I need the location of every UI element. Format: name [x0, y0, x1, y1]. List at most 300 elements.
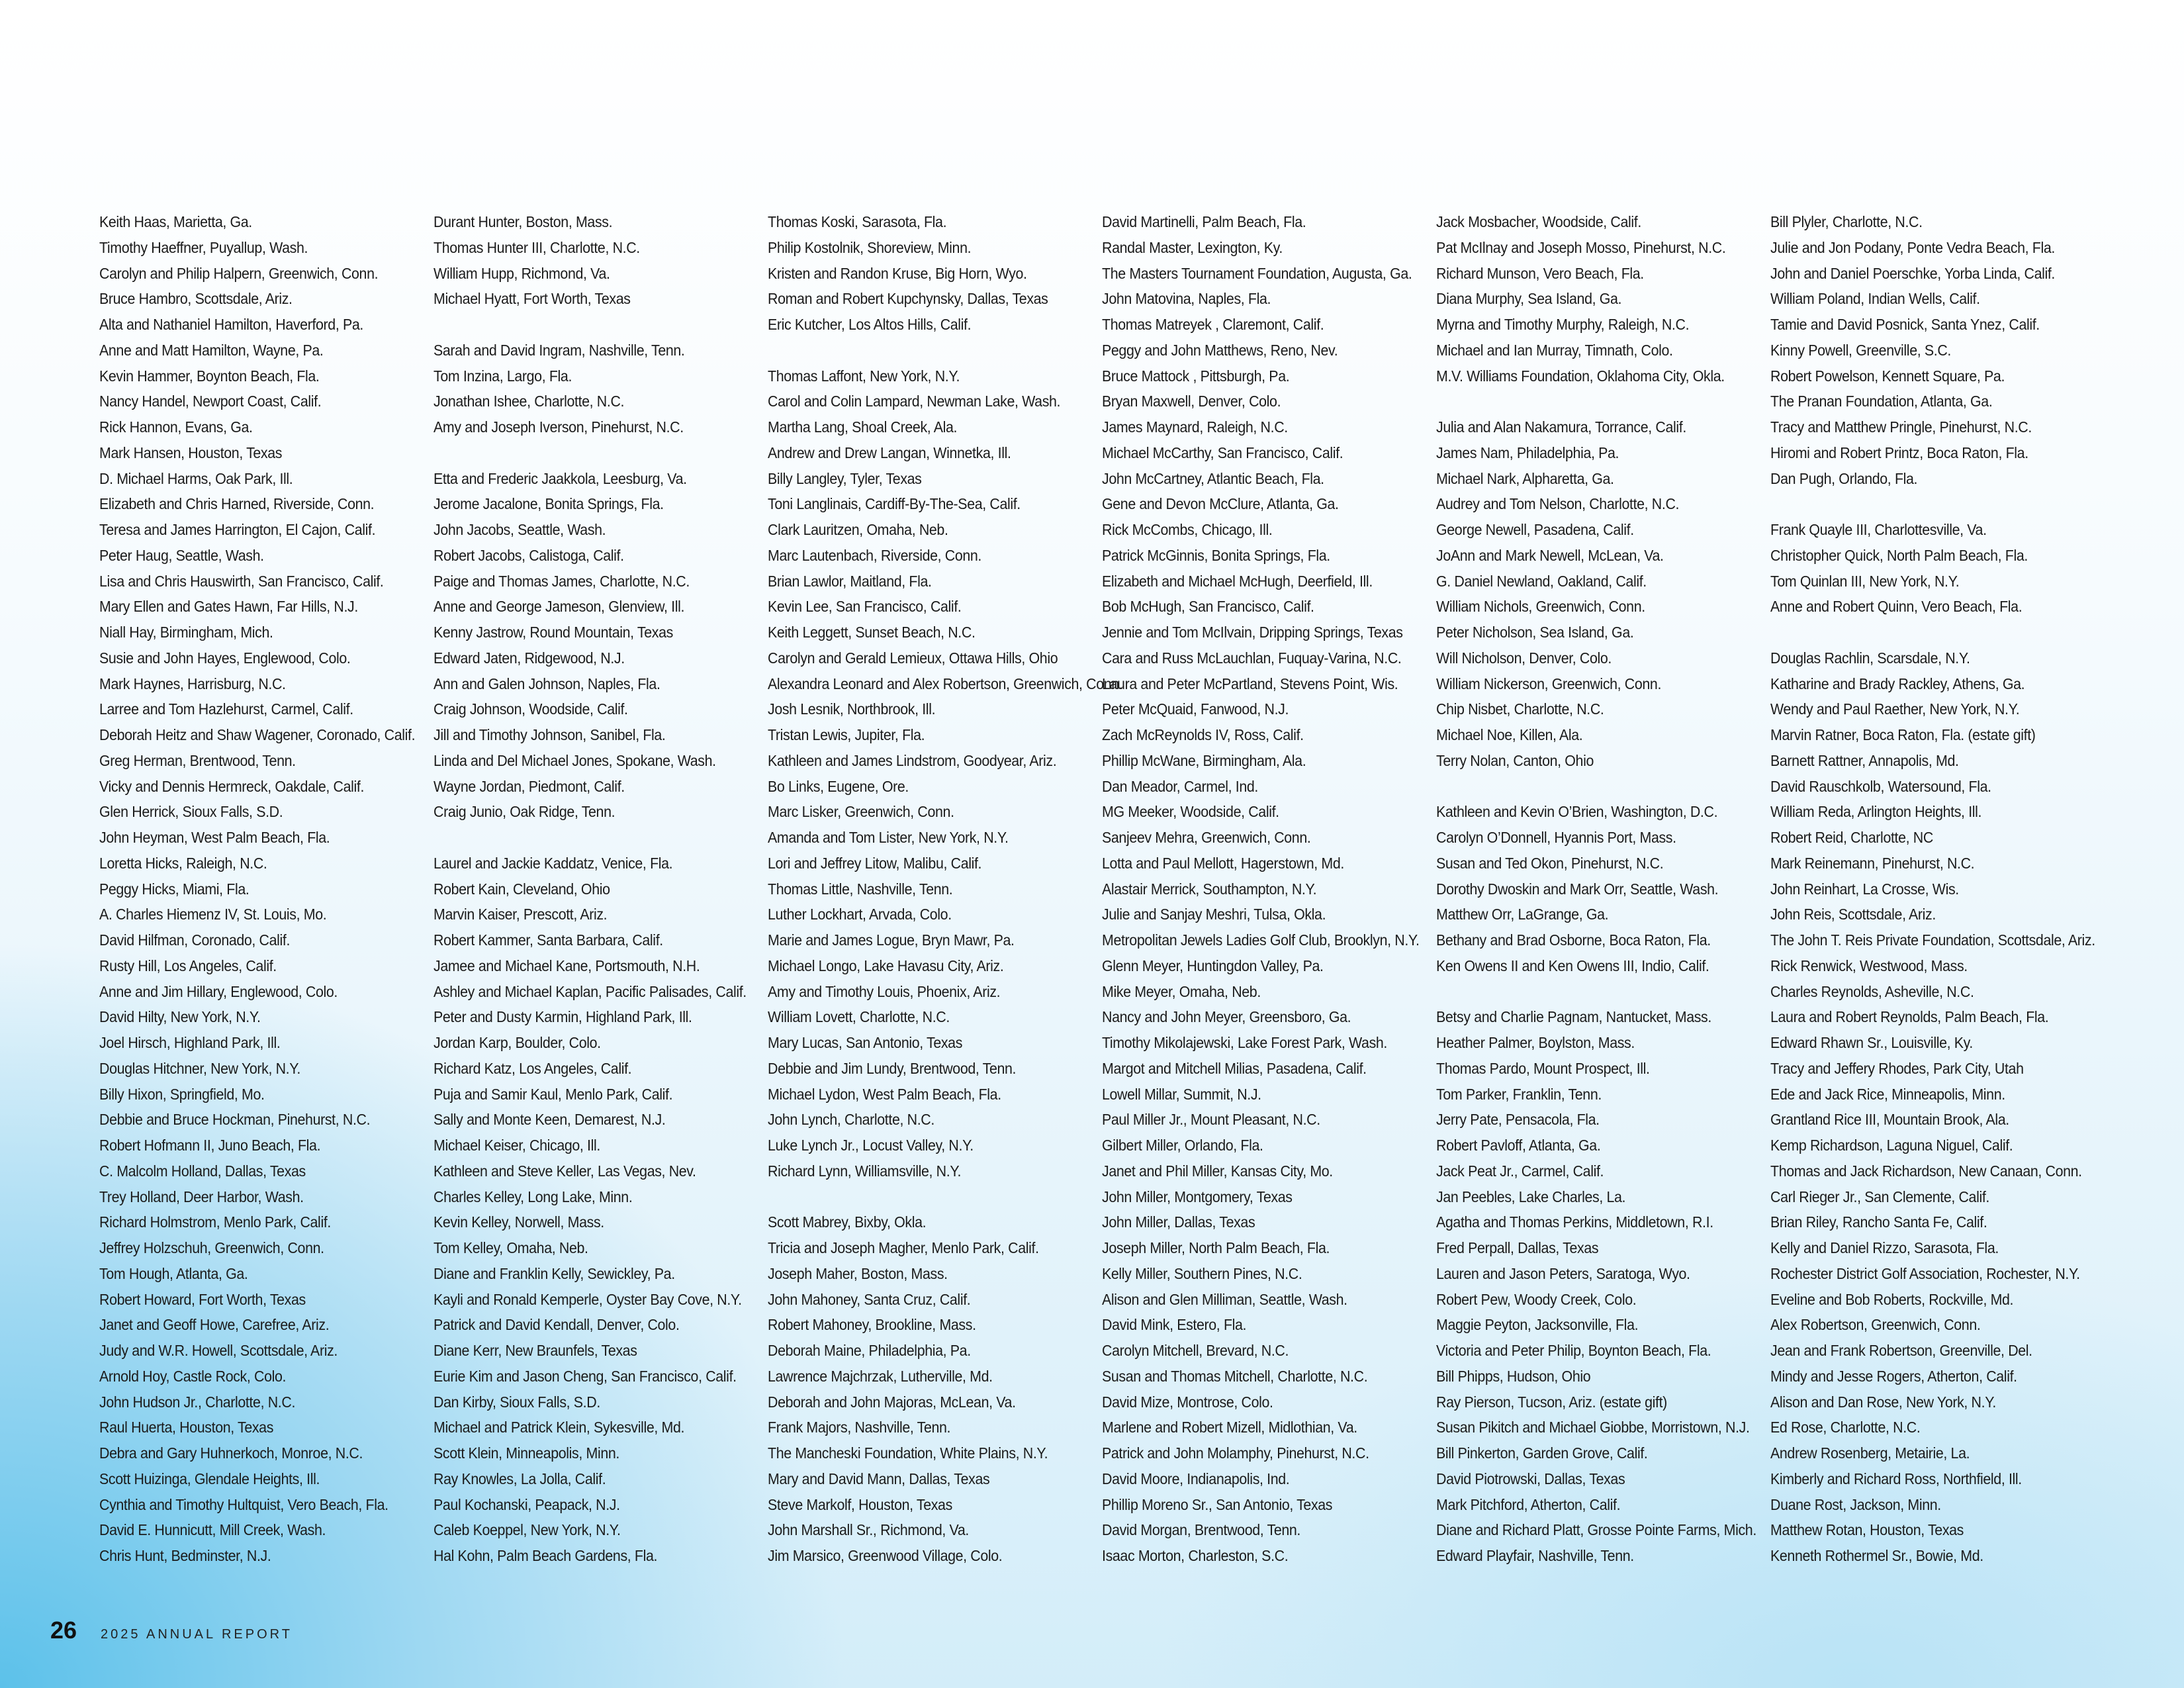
donor-entry: Toni Langlinais, Cardiff-By-The-Sea, Calif. — [768, 495, 1021, 513]
donor-entry: Alison and Dan Rose, New York, N.Y. — [1770, 1393, 1996, 1411]
donor-entry: Bruce Mattock , Pittsburgh, Pa. — [1102, 367, 1290, 385]
donor-entry: Trey Holland, Deer Harbor, Wash. — [99, 1188, 304, 1205]
donor-entry: Anne and Matt Hamilton, Wayne, Pa. — [99, 341, 324, 359]
donor-entry: George Newell, Pasadena, Calif. — [1436, 521, 1634, 538]
donor-entry: Michael Lydon, West Palm Beach, Fla. — [768, 1085, 1001, 1103]
donor-entry: John Hudson Jr., Charlotte, N.C. — [99, 1393, 296, 1411]
donor-entry: Isaac Morton, Charleston, S.C. — [1102, 1547, 1289, 1564]
donor-entry: Mary and David Mann, Dallas, Texas — [768, 1470, 990, 1487]
donor-entry: Richard Munson, Vero Beach, Fla. — [1436, 264, 1644, 282]
report-label: 2025 ANNUAL REPORT — [101, 1627, 293, 1642]
donor-entry: Amy and Timothy Louis, Phoenix, Ariz. — [768, 982, 1001, 1000]
donor-entry: Carolyn and Gerald Lemieux, Ottawa Hills, Ohio — [768, 649, 1058, 667]
donor-entry: Richard Lynn, Williamsville, N.Y. — [768, 1162, 962, 1180]
donor-entry: Patrick and John Molamphy, Pinehurst, N.C. — [1102, 1444, 1369, 1462]
donor-entry: Dan Pugh, Orlando, Fla. — [1770, 469, 1918, 487]
donor-entry: Debbie and Jim Lundy, Brentwood, Tenn. — [768, 1059, 1017, 1077]
donor-entry: Billy Langley, Tyler, Texas — [768, 469, 922, 487]
donor-entry: David Hilty, New York, N.Y. — [99, 1008, 261, 1026]
donor-entry: Hiromi and Robert Printz, Boca Raton, Fla. — [1770, 444, 2028, 461]
donor-entry: John Mahoney, Santa Cruz, Calif. — [768, 1290, 971, 1308]
donor-entry: Michael and Ian Murray, Timnath, Colo. — [1436, 341, 1673, 359]
donor-entry: John McCartney, Atlantic Beach, Fla. — [1102, 469, 1324, 487]
donor-entry: Andrew Rosenberg, Metairie, La. — [1770, 1444, 1970, 1462]
donor-entry: Metropolitan Jewels Ladies Golf Club, Brooklyn, N.Y. — [1102, 931, 1420, 949]
donor-entry: John Jacobs, Seattle, Wash. — [433, 521, 606, 538]
donor-entry: Alex Robertson, Greenwich, Conn. — [1770, 1316, 1981, 1334]
donor-entry: Nancy Handel, Newport Coast, Calif. — [99, 393, 322, 410]
donor-entry: Mark Reinemann, Pinehurst, N.C. — [1770, 854, 1975, 872]
donor-entry: Robert Mahoney, Brookline, Mass. — [768, 1316, 976, 1334]
donor-entry: Michael Keiser, Chicago, Ill. — [433, 1137, 600, 1154]
donor-entry: Pat McIlnay and Joseph Mosso, Pinehurst, N.C. — [1436, 238, 1726, 256]
donor-entry: Ray Pierson, Tucson, Ariz. (estate gift) — [1436, 1393, 1667, 1411]
donor-entry: Mark Hansen, Houston, Texas — [99, 444, 283, 461]
donor-entry: Bryan Maxwell, Denver, Colo. — [1102, 393, 1281, 410]
donor-entry: John Lynch, Charlotte, N.C. — [768, 1111, 934, 1129]
donor-entry: David Martinelli, Palm Beach, Fla. — [1102, 213, 1306, 230]
donor-entry: Teresa and James Harrington, El Cajon, Calif. — [99, 521, 376, 538]
donor-entry: David E. Hunnicutt, Mill Creek, Wash. — [99, 1521, 326, 1539]
donor-entry: Laurel and Jackie Kaddatz, Venice, Fla. — [433, 854, 673, 872]
donor-entry: Charles Kelley, Long Lake, Minn. — [433, 1188, 633, 1205]
donor-entry: Bruce Hambro, Scottsdale, Ariz. — [99, 290, 293, 308]
donor-entry: David Piotrowski, Dallas, Texas — [1436, 1470, 1625, 1487]
donor-entry: Tracy and Jeffery Rhodes, Park City, Utah — [1770, 1059, 2024, 1077]
donor-entry: Jean and Frank Robertson, Greenville, Del. — [1770, 1342, 2032, 1359]
donor-entry: Deborah Heitz and Shaw Wagener, Coronado, Calif. — [99, 726, 416, 743]
donor-entry: Arnold Hoy, Castle Rock, Colo. — [99, 1367, 287, 1385]
donor-entry: Kevin Hammer, Boynton Beach, Fla. — [99, 367, 320, 385]
donor-entry: Elizabeth and Michael McHugh, Deerfield, Ill. — [1102, 572, 1373, 590]
donor-entry: Scott Klein, Minneapolis, Minn. — [433, 1444, 619, 1462]
donor-entry: Gilbert Miller, Orlando, Fla. — [1102, 1137, 1263, 1154]
donor-column — [433, 209, 745, 1569]
donor-entry: Jack Mosbacher, Woodside, Calif. — [1436, 213, 1641, 230]
donor-entry: Brian Lawlor, Maitland, Fla. — [768, 572, 932, 590]
donor-entry: Katharine and Brady Rackley, Athens, Ga. — [1770, 675, 2025, 692]
donor-entry: Scott Huizinga, Glendale Heights, Ill. — [99, 1470, 320, 1487]
donor-entry: John Matovina, Naples, Fla. — [1102, 290, 1271, 308]
donor-entry: Clark Lauritzen, Omaha, Neb. — [768, 521, 948, 538]
donor-entry: Peter Haug, Seattle, Wash. — [99, 546, 264, 564]
donor-entry: Janet and Geoff Howe, Carefree, Ariz. — [99, 1316, 330, 1334]
donor-entry: Thomas and Jack Richardson, New Canaan, Conn. — [1770, 1162, 2082, 1180]
donor-entry: Ann and Galen Johnson, Naples, Fla. — [433, 675, 660, 692]
donor-entry: Carolyn Mitchell, Brevard, N.C. — [1102, 1342, 1289, 1359]
donor-entry: Matthew Orr, LaGrange, Ga. — [1436, 906, 1609, 923]
donor-entry: Puja and Samir Kaul, Menlo Park, Calif. — [433, 1085, 673, 1103]
donor-entry: Gene and Devon McClure, Atlanta, Ga. — [1102, 495, 1339, 513]
donor-entry: Deborah Maine, Philadelphia, Pa. — [768, 1342, 971, 1359]
donor-entry: Julie and Sanjay Meshri, Tulsa, Okla. — [1102, 906, 1326, 923]
donor-entry: Joseph Miller, North Palm Beach, Fla. — [1102, 1239, 1330, 1256]
section-gap — [1436, 979, 1747, 1005]
donor-entry: JoAnn and Mark Newell, McLean, Va. — [1436, 546, 1664, 564]
donor-entry: Hal Kohn, Palm Beach Gardens, Fla. — [433, 1547, 658, 1564]
donor-entry: Randal Master, Lexington, Ky. — [1102, 238, 1283, 256]
donor-entry: Joel Hirsch, Highland Park, Ill. — [99, 1034, 281, 1051]
donor-entry: Joseph Maher, Boston, Mass. — [768, 1264, 948, 1282]
donor-entry: Scott Mabrey, Bixby, Okla. — [768, 1213, 927, 1231]
donor-entry: Marlene and Robert Mizell, Midlothian, Va. — [1102, 1419, 1357, 1436]
donor-entry: Eveline and Bob Roberts, Rockville, Md. — [1770, 1290, 2014, 1308]
donor-entry: Dan Meador, Carmel, Ind. — [1102, 777, 1258, 795]
donor-entry: Victoria and Peter Philip, Boynton Beach, Fla. — [1436, 1342, 1711, 1359]
donor-entry: Kevin Kelley, Norwell, Mass. — [433, 1213, 604, 1231]
donor-entry: Douglas Hitchner, New York, N.Y. — [99, 1059, 300, 1077]
donor-entry: Tricia and Joseph Magher, Menlo Park, Calif. — [768, 1239, 1039, 1256]
donor-entry: Maggie Peyton, Jacksonville, Fla. — [1436, 1316, 1639, 1334]
donor-entry: Terry Nolan, Canton, Ohio — [1436, 751, 1594, 769]
donor-entry: James Nam, Philadelphia, Pa. — [1436, 444, 1619, 461]
donor-entry: Brian Riley, Rancho Santa Fe, Calif. — [1770, 1213, 1987, 1231]
donor-column — [1436, 209, 1756, 1569]
donor-entry: Robert Pew, Woody Creek, Colo. — [1436, 1290, 1637, 1308]
page-number: 26 — [50, 1617, 77, 1644]
donor-entry: Luther Lockhart, Arvada, Colo. — [768, 906, 952, 923]
donor-entry: Andrew and Drew Langan, Winnetka, Ill. — [768, 444, 1011, 461]
donor-entry: Jordan Karp, Boulder, Colo. — [433, 1034, 601, 1051]
donor-entry: Thomas Little, Nashville, Tenn. — [768, 880, 953, 898]
donor-entry: Tristan Lewis, Jupiter, Fla. — [768, 726, 925, 743]
donor-entry: Michael and Patrick Klein, Sykesville, Md. — [433, 1419, 685, 1436]
donor-entry: Bob McHugh, San Francisco, Calif. — [1102, 598, 1314, 616]
donor-entry: Eric Kutcher, Los Altos Hills, Calif. — [768, 316, 972, 333]
section-gap — [433, 440, 745, 466]
donor-entry: Bill Plyler, Charlotte, N.C. — [1770, 213, 1923, 230]
donor-entry: Jeffrey Holzschuh, Greenwich, Conn. — [99, 1239, 324, 1256]
donor-entry: Michael Longo, Lake Havasu City, Ariz. — [768, 957, 1004, 974]
donor-entry: Amy and Joseph Iverson, Pinehurst, N.C. — [433, 418, 684, 436]
page-footer — [50, 1617, 293, 1644]
donor-entry: Robert Kammer, Santa Barbara, Calif. — [433, 931, 663, 949]
donor-column — [768, 209, 1123, 1569]
donor-entry: Jamee and Michael Kane, Portsmouth, N.H. — [433, 957, 700, 974]
donor-entry: Heather Palmer, Boylston, Mass. — [1436, 1034, 1635, 1051]
donor-entry: Bill Pinkerton, Garden Grove, Calif. — [1436, 1444, 1648, 1462]
donor-entry: Wendy and Paul Raether, New York, N.Y. — [1770, 700, 2020, 718]
donor-entry: Charles Reynolds, Asheville, N.C. — [1770, 982, 1974, 1000]
donor-entry: Laura and Peter McPartland, Stevens Point, Wis. — [1102, 675, 1398, 692]
donor-entry: Timothy Mikolajewski, Lake Forest Park, Wash. — [1102, 1034, 1387, 1051]
donor-entry: Sanjeev Mehra, Greenwich, Conn. — [1102, 829, 1311, 846]
donor-entry: Tom Kelley, Omaha, Neb. — [433, 1239, 588, 1256]
donor-entry: Diane Kerr, New Braunfels, Texas — [433, 1342, 637, 1359]
donor-entry: Ken Owens II and Ken Owens III, Indio, Calif. — [1436, 957, 1709, 974]
donor-entry: Thomas Laffont, New York, N.Y. — [768, 367, 960, 385]
donor-entry: William Nichols, Greenwich, Conn. — [1436, 598, 1645, 616]
donor-entry: Edward Jaten, Ridgewood, N.J. — [433, 649, 625, 667]
donor-entry: Duane Rost, Jackson, Minn. — [1770, 1495, 1941, 1513]
donor-entry: Tom Quinlan III, New York, N.Y. — [1770, 572, 1960, 590]
donor-entry: Janet and Phil Miller, Kansas City, Mo. — [1102, 1162, 1333, 1180]
donor-entry: John Heyman, West Palm Beach, Fla. — [99, 829, 330, 846]
donor-entry: Glenn Meyer, Huntingdon Valley, Pa. — [1102, 957, 1324, 974]
donor-entry: Rusty Hill, Los Angeles, Calif. — [99, 957, 277, 974]
donor-entry: Alexandra Leonard and Alex Robertson, Greenwich, Conn. — [768, 675, 1123, 692]
donor-entry: Timothy Haeffner, Puyallup, Wash. — [99, 238, 308, 256]
donor-entry: Loretta Hicks, Raleigh, N.C. — [99, 854, 267, 872]
donor-entry: Peter Nicholson, Sea Island, Ga. — [1436, 624, 1634, 641]
donor-entry: Debbie and Bruce Hockman, Pinehurst, N.C. — [99, 1111, 371, 1129]
donor-entry: Ede and Jack Rice, Minneapolis, Minn. — [1770, 1085, 2005, 1103]
donor-entry: Cynthia and Timothy Hultquist, Vero Beach, Fla. — [99, 1495, 388, 1513]
donor-entry: Tom Hough, Atlanta, Ga. — [99, 1264, 248, 1282]
donor-entry: Julia and Alan Nakamura, Torrance, Calif. — [1436, 418, 1686, 436]
donor-entry: David Hilfman, Coronado, Calif. — [99, 931, 291, 949]
donor-entry: M.V. Williams Foundation, Oklahoma City, Okla. — [1436, 367, 1725, 385]
section-gap — [433, 825, 745, 851]
donor-entry: Kemp Richardson, Laguna Niguel, Calif. — [1770, 1137, 2013, 1154]
donor-entry: Mike Meyer, Omaha, Neb. — [1102, 982, 1261, 1000]
donor-entry: John Miller, Dallas, Texas — [1102, 1213, 1255, 1231]
donor-entry: Bo Links, Eugene, Ore. — [768, 777, 909, 795]
donor-entry: Thomas Hunter III, Charlotte, N.C. — [433, 238, 640, 256]
donor-entry: Tom Inzina, Largo, Fla. — [433, 367, 572, 385]
donor-entry: Sarah and David Ingram, Nashville, Tenn. — [433, 341, 685, 359]
donor-entry: Lowell Millar, Summit, N.J. — [1102, 1085, 1261, 1103]
donor-entry: Margot and Mitchell Milias, Pasadena, Calif. — [1102, 1059, 1367, 1077]
donor-entry: Sally and Monte Keen, Demarest, N.J. — [433, 1111, 666, 1129]
donor-entry: Jonathan Ishee, Charlotte, N.C. — [433, 393, 625, 410]
donor-entry: William Lovett, Charlotte, N.C. — [768, 1008, 950, 1026]
donor-entry: David Moore, Indianapolis, Ind. — [1102, 1470, 1290, 1487]
donor-entry: Zach McReynolds IV, Ross, Calif. — [1102, 726, 1304, 743]
donor-entry: Wayne Jordan, Piedmont, Calif. — [433, 777, 625, 795]
donor-entry: Thomas Koski, Sarasota, Fla. — [768, 213, 947, 230]
donor-entry: Phillip McWane, Birmingham, Ala. — [1102, 751, 1306, 769]
donor-entry: Jill and Timothy Johnson, Sanibel, Fla. — [433, 726, 666, 743]
donor-entry: David Morgan, Brentwood, Tenn. — [1102, 1521, 1300, 1539]
section-gap — [1770, 491, 2081, 517]
section-gap — [1436, 389, 1747, 414]
donor-entry: Lawrence Majchrzak, Lutherville, Md. — [768, 1367, 993, 1385]
donor-entry: Lauren and Jason Peters, Saratoga, Wyo. — [1436, 1264, 1690, 1282]
donor-entry: Robert Jacobs, Calistoga, Calif. — [433, 546, 624, 564]
section-gap — [768, 338, 1079, 363]
donor-entry: The Pranan Foundation, Atlanta, Ga. — [1770, 393, 1993, 410]
donor-entry: Linda and Del Michael Jones, Spokane, Wash. — [433, 751, 716, 769]
donor-entry: Rick McCombs, Chicago, Ill. — [1102, 521, 1273, 538]
donor-entry: Diane and Franklin Kelly, Sewickley, Pa. — [433, 1264, 675, 1282]
donor-entry: Carolyn O’Donnell, Hyannis Port, Mass. — [1436, 829, 1676, 846]
donor-entry: Patrick and David Kendall, Denver, Colo. — [433, 1316, 680, 1334]
donor-entry: Phillip Moreno Sr., San Antonio, Texas — [1102, 1495, 1333, 1513]
donor-entry: Carol and Colin Lampard, Newman Lake, Wash. — [768, 393, 1061, 410]
donor-entry: Betsy and Charlie Pagnam, Nantucket, Mass. — [1436, 1008, 1711, 1026]
donor-entry: Keith Haas, Marietta, Ga. — [99, 213, 252, 230]
donor-entry: Etta and Frederic Jaakkola, Leesburg, Va. — [433, 469, 687, 487]
donor-entry: Amanda and Tom Lister, New York, N.Y. — [768, 829, 1009, 846]
donor-entry: MG Meeker, Woodside, Calif. — [1102, 803, 1279, 821]
donor-entry: Will Nicholson, Denver, Colo. — [1436, 649, 1612, 667]
donor-entry: Anne and George Jameson, Glenview, Ill. — [433, 598, 685, 616]
donor-entry: Jerome Jacalone, Bonita Springs, Fla. — [433, 495, 664, 513]
donor-list — [99, 209, 2105, 1569]
donor-entry: Anne and Jim Hillary, Englewood, Colo. — [99, 982, 338, 1000]
donor-entry: Susan Pikitch and Michael Giobbe, Morristown, N.J. — [1436, 1419, 1750, 1436]
donor-entry: C. Malcolm Holland, Dallas, Texas — [99, 1162, 306, 1180]
donor-entry: Robert Hofmann II, Juno Beach, Fla. — [99, 1137, 321, 1154]
donor-entry: Bill Phipps, Hudson, Ohio — [1436, 1367, 1591, 1385]
donor-entry: Judy and W.R. Howell, Scottsdale, Ariz. — [99, 1342, 338, 1359]
donor-entry: Audrey and Tom Nelson, Charlotte, N.C. — [1436, 495, 1680, 513]
donor-entry: Peter McQuaid, Fanwood, N.J. — [1102, 700, 1289, 718]
donor-entry: Agatha and Thomas Perkins, Middletown, R.I. — [1436, 1213, 1713, 1231]
donor-entry: Michael Nark, Alpharetta, Ga. — [1436, 469, 1614, 487]
donor-entry: Elizabeth and Chris Harned, Riverside, Conn. — [99, 495, 375, 513]
donor-entry: Niall Hay, Birmingham, Mich. — [99, 624, 273, 641]
donor-entry: Martha Lang, Shoal Creek, Ala. — [768, 418, 958, 436]
donor-entry: Mindy and Jesse Rogers, Atherton, Calif. — [1770, 1367, 2017, 1385]
donor-entry: Lori and Jeffrey Litow, Malibu, Calif. — [768, 854, 982, 872]
donor-entry: Grantland Rice III, Mountain Brook, Ala. — [1770, 1111, 2009, 1129]
donor-entry: Susan and Thomas Mitchell, Charlotte, N.C. — [1102, 1367, 1368, 1385]
donor-entry: Marc Lautenbach, Riverside, Conn. — [768, 546, 982, 564]
donor-entry: Kathleen and Steve Keller, Las Vegas, Nev. — [433, 1162, 696, 1180]
donor-entry: Mary Ellen and Gates Hawn, Far Hills, N.J. — [99, 598, 358, 616]
donor-entry: Mark Haynes, Harrisburg, N.C. — [99, 675, 286, 692]
donor-entry: Peggy Hicks, Miami, Fla. — [99, 880, 250, 898]
donor-entry: John Reis, Scottsdale, Ariz. — [1770, 906, 1936, 923]
donor-entry: Jim Marsico, Greenwood Village, Colo. — [768, 1547, 1003, 1564]
donor-entry: Kristen and Randon Kruse, Big Horn, Wyo. — [768, 264, 1027, 282]
donor-entry: Ray Knowles, La Jolla, Calif. — [433, 1470, 606, 1487]
donor-column — [1102, 209, 1420, 1569]
donor-column — [99, 209, 416, 1569]
donor-entry: John Marshall Sr., Richmond, Va. — [768, 1521, 969, 1539]
donor-entry: Robert Howard, Fort Worth, Texas — [99, 1290, 306, 1308]
donor-entry: Marc Lisker, Greenwich, Conn. — [768, 803, 954, 821]
donor-column — [1770, 209, 2095, 1569]
donor-entry: G. Daniel Newland, Oakland, Calif. — [1436, 572, 1647, 590]
donor-entry: Eurie Kim and Jason Cheng, San Francisco, Calif. — [433, 1367, 737, 1385]
donor-entry: Carolyn and Philip Halpern, Greenwich, Conn. — [99, 264, 379, 282]
donor-entry: Josh Lesnik, Northbrook, Ill. — [768, 700, 936, 718]
donor-entry: Kathleen and Kevin O’Brien, Washington, D.C. — [1436, 803, 1718, 821]
donor-entry: Lisa and Chris Hauswirth, San Francisco, Calif. — [99, 572, 384, 590]
donor-entry: Kinny Powell, Greenville, S.C. — [1770, 341, 1951, 359]
donor-entry: Robert Powelson, Kennett Square, Pa. — [1770, 367, 2005, 385]
donor-entry: Lotta and Paul Mellott, Hagerstown, Md. — [1102, 854, 1344, 872]
donor-entry: Susan and Ted Okon, Pinehurst, N.C. — [1436, 854, 1664, 872]
donor-entry: Robert Pavloff, Atlanta, Ga. — [1436, 1137, 1601, 1154]
donor-entry: Matthew Rotan, Houston, Texas — [1770, 1521, 1964, 1539]
donor-entry: James Maynard, Raleigh, N.C. — [1102, 418, 1288, 436]
donor-entry: Dorothy Dwoskin and Mark Orr, Seattle, Wash. — [1436, 880, 1719, 898]
donor-entry: Raul Huerta, Houston, Texas — [99, 1419, 274, 1436]
donor-entry: Richard Katz, Los Angeles, Calif. — [433, 1059, 632, 1077]
donor-entry: Dan Kirby, Sioux Falls, S.D. — [433, 1393, 600, 1411]
donor-entry: Edward Playfair, Nashville, Tenn. — [1436, 1547, 1634, 1564]
donor-entry: Paul Miller Jr., Mount Pleasant, N.C. — [1102, 1111, 1320, 1129]
donor-entry: Mark Pitchford, Atherton, Calif. — [1436, 1495, 1621, 1513]
donor-entry: Myrna and Timothy Murphy, Raleigh, N.C. — [1436, 316, 1690, 333]
donor-entry: Cara and Russ McLauchlan, Fuquay-Varina, N.C. — [1102, 649, 1402, 667]
donor-entry: Peter and Dusty Karmin, Highland Park, Ill. — [433, 1008, 692, 1026]
donor-entry: Marie and James Logue, Bryn Mawr, Pa. — [768, 931, 1015, 949]
donor-entry: William Poland, Indian Wells, Calif. — [1770, 290, 1980, 308]
donor-entry: Diane and Richard Platt, Grosse Pointe Farms, Mich. — [1436, 1521, 1756, 1539]
donor-entry: Barnett Rattner, Annapolis, Md. — [1770, 751, 1959, 769]
donor-entry: Durant Hunter, Boston, Mass. — [433, 213, 613, 230]
donor-entry: Diana Murphy, Sea Island, Ga. — [1436, 290, 1622, 308]
donor-entry: John Miller, Montgomery, Texas — [1102, 1188, 1293, 1205]
section-gap — [1436, 774, 1747, 800]
donor-entry: William Nickerson, Greenwich, Conn. — [1436, 675, 1662, 692]
donor-entry: Keith Leggett, Sunset Beach, N.C. — [768, 624, 976, 641]
donor-entry: Deborah and John Majoras, McLean, Va. — [768, 1393, 1016, 1411]
donor-entry: Nancy and John Meyer, Greensboro, Ga. — [1102, 1008, 1351, 1026]
donor-entry: Kevin Lee, San Francisco, Calif. — [768, 598, 962, 616]
section-gap — [1770, 620, 2081, 645]
donor-entry: Philip Kostolnik, Shoreview, Minn. — [768, 238, 972, 256]
donor-entry: Kenneth Rothermel Sr., Bowie, Md. — [1770, 1547, 1983, 1564]
donor-entry: Tamie and David Posnick, Santa Ynez, Calif. — [1770, 316, 2040, 333]
donor-entry: Michael Noe, Killen, Ala. — [1436, 726, 1583, 743]
donor-entry: Jan Peebles, Lake Charles, La. — [1436, 1188, 1626, 1205]
donor-entry: Jennie and Tom McIlvain, Dripping Springs, Texas — [1102, 624, 1403, 641]
donor-entry: Michael McCarthy, San Francisco, Calif. — [1102, 444, 1343, 461]
donor-entry: Rick Renwick, Westwood, Mass. — [1770, 957, 1968, 974]
donor-entry: Rick Hannon, Evans, Ga. — [99, 418, 253, 436]
donor-entry: Ashley and Michael Kaplan, Pacific Palisades, Calif. — [433, 982, 747, 1000]
donor-entry: John and Daniel Poerschke, Yorba Linda, Calif. — [1770, 264, 2056, 282]
donor-entry: David Mink, Estero, Fla. — [1102, 1316, 1247, 1334]
donor-entry: David Mize, Montrose, Colo. — [1102, 1393, 1273, 1411]
donor-entry: Alta and Nathaniel Hamilton, Haverford, Pa. — [99, 316, 363, 333]
donor-entry: William Reda, Arlington Heights, Ill. — [1770, 803, 1982, 821]
donor-entry: Julie and Jon Podany, Ponte Vedra Beach, Fla. — [1770, 238, 2055, 256]
donor-entry: Craig Johnson, Woodside, Calif. — [433, 700, 628, 718]
donor-entry: A. Charles Hiemenz IV, St. Louis, Mo. — [99, 906, 327, 923]
donor-entry: Robert Kain, Cleveland, Ohio — [433, 880, 610, 898]
donor-entry: Luke Lynch Jr., Locust Valley, N.Y. — [768, 1137, 974, 1154]
donor-entry: Ed Rose, Charlotte, N.C. — [1770, 1419, 1921, 1436]
donor-entry: Larree and Tom Hazlehurst, Carmel, Calif. — [99, 700, 353, 718]
donor-entry: Billy Hixon, Springfield, Mo. — [99, 1085, 265, 1103]
donor-entry: Frank Majors, Nashville, Tenn. — [768, 1419, 951, 1436]
donor-entry: Debra and Gary Huhnerkoch, Monroe, N.C. — [99, 1444, 363, 1462]
donor-entry: Kelly Miller, Southern Pines, N.C. — [1102, 1264, 1302, 1282]
donor-entry: Glen Herrick, Sioux Falls, S.D. — [99, 803, 283, 821]
donor-entry: Vicky and Dennis Hermreck, Oakdale, Calif. — [99, 777, 365, 795]
section-gap — [768, 1184, 1079, 1210]
donor-entry: Paul Kochanski, Peapack, N.J. — [433, 1495, 620, 1513]
donor-entry: Rochester District Golf Association, Rochester, N.Y. — [1770, 1264, 2080, 1282]
donor-entry: Frank Quayle III, Charlottesville, Va. — [1770, 521, 1987, 538]
donor-entry: Paige and Thomas James, Charlotte, N.C. — [433, 572, 690, 590]
donor-entry: Patrick McGinnis, Bonita Springs, Fla. — [1102, 546, 1330, 564]
donor-entry: Fred Perpall, Dallas, Texas — [1436, 1239, 1599, 1256]
donor-entry: Edward Rhawn Sr., Louisville, Ky. — [1770, 1034, 1973, 1051]
donor-entry: Alison and Glen Milliman, Seattle, Wash. — [1102, 1290, 1347, 1308]
donor-entry: Greg Herman, Brentwood, Tenn. — [99, 751, 296, 769]
donor-entry: Richard Holmstrom, Menlo Park, Calif. — [99, 1213, 331, 1231]
donor-entry: Carl Rieger Jr., San Clemente, Calif. — [1770, 1188, 1989, 1205]
donor-entry: Chris Hunt, Bedminster, N.J. — [99, 1547, 271, 1564]
donor-entry: The Mancheski Foundation, White Plains, N.Y. — [768, 1444, 1048, 1462]
donor-entry: Marvin Kaiser, Prescott, Ariz. — [433, 906, 608, 923]
donor-entry: Douglas Rachlin, Scarsdale, N.Y. — [1770, 649, 1970, 667]
section-gap — [433, 312, 745, 338]
donor-entry: Caleb Koeppel, New York, N.Y. — [433, 1521, 621, 1539]
donor-entry: Michael Hyatt, Fort Worth, Texas — [433, 290, 631, 308]
donor-entry: Marvin Ratner, Boca Raton, Fla. (estate gift) — [1770, 726, 2036, 743]
donor-entry: Susie and John Hayes, Englewood, Colo. — [99, 649, 351, 667]
donor-entry: Kimberly and Richard Ross, Northfield, Ill. — [1770, 1470, 2022, 1487]
